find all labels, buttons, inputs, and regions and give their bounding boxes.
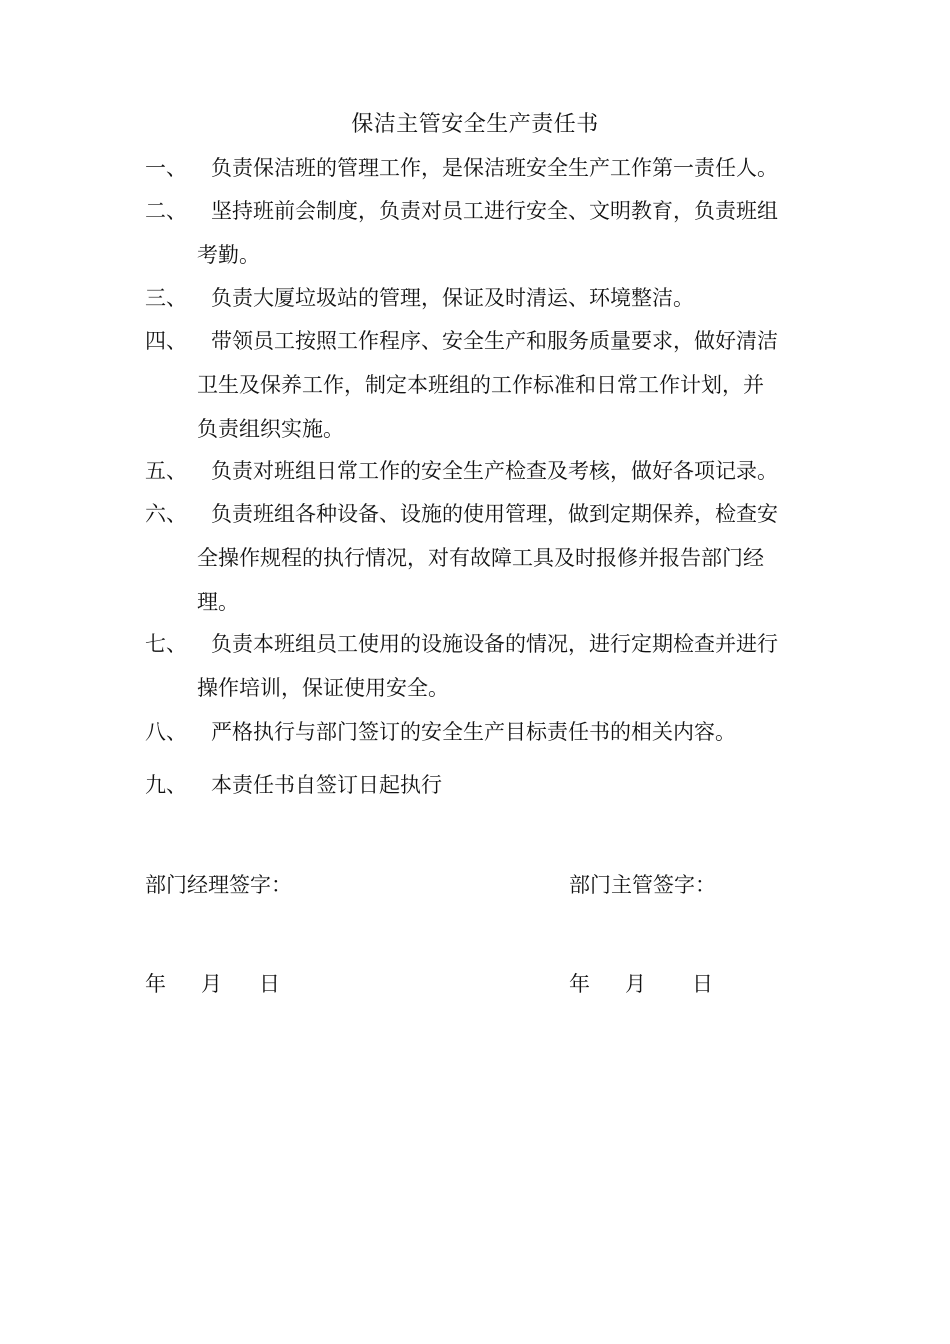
clause-number: 七、 (145, 632, 187, 656)
clause-line: 卫生及保养工作，制定本班组的工作标准和日常工作计划，并 (197, 373, 764, 397)
clause-2 (145, 189, 825, 277)
clause-line: 带领员工按照工作程序、安全生产和服务质量要求，做好清洁 (211, 329, 778, 353)
clause-line: 负责保洁班的管理工作，是保洁班安全生产工作第一责任人。 (211, 156, 778, 180)
clause-number: 八、 (145, 720, 187, 744)
clause-text (197, 492, 805, 624)
clause-line: 本责任书自签订日起执行 (211, 773, 442, 797)
date-day: 日 (259, 972, 280, 996)
date-year: 年 (145, 972, 166, 996)
clause-line: 负责班组各种设备、设施的使用管理，做到定期保养，检查安 (211, 502, 778, 526)
clause-line: 负责大厦垃圾站的管理，保证及时清运、环境整洁。 (211, 286, 694, 310)
clause-text (211, 710, 805, 754)
supervisor-signature-label: 部门主管签字： (569, 873, 716, 897)
clause-line: 负责组织实施。 (197, 417, 344, 441)
clause-line: 考勤。 (197, 243, 260, 267)
clause-line: 负责本班组员工使用的设施设备的情况，进行定期检查并进行 (211, 632, 778, 656)
manager-signature-label: 部门经理签字： (145, 873, 292, 897)
clause-8 (145, 710, 825, 754)
clause-number: 三、 (145, 286, 187, 310)
clause-line: 严格执行与部门签订的安全生产目标责任书的相关内容。 (211, 720, 736, 744)
clause-number: 五、 (145, 459, 187, 483)
clause-7 (145, 622, 825, 710)
clause-text (211, 146, 805, 190)
clause-text (211, 276, 805, 320)
clause-9 (145, 763, 825, 807)
document-title: 保洁主管安全生产责任书 (351, 112, 599, 137)
clause-line: 理。 (197, 590, 239, 614)
clause-6 (145, 492, 825, 624)
date-month: 月 (201, 972, 222, 996)
clause-number: 二、 (145, 199, 187, 223)
clause-number: 九、 (145, 773, 187, 797)
clause-3 (145, 276, 825, 320)
clause-5 (145, 449, 825, 493)
clause-line: 负责对班组日常工作的安全生产检查及考核，做好各项记录。 (211, 459, 778, 483)
clause-text (211, 449, 805, 493)
clause-line: 坚持班前会制度，负责对员工进行安全、文明教育，负责班组 (211, 199, 778, 223)
clause-text (197, 622, 805, 710)
clause-text (197, 189, 805, 277)
manager-date (145, 969, 280, 999)
clause-4 (145, 319, 825, 451)
clause-text (197, 319, 805, 451)
clause-line: 操作培训，保证使用安全。 (197, 676, 449, 700)
clause-1 (145, 146, 825, 190)
date-day: 日 (692, 972, 713, 996)
date-month: 月 (625, 972, 646, 996)
clause-line: 全操作规程的执行情况，对有故障工具及时报修并报告部门经 (197, 546, 764, 570)
clause-number: 一、 (145, 156, 187, 180)
date-year: 年 (569, 972, 590, 996)
supervisor-date (569, 969, 713, 999)
clause-number: 四、 (145, 329, 187, 353)
clause-number: 六、 (145, 502, 187, 526)
clause-text (211, 763, 805, 807)
